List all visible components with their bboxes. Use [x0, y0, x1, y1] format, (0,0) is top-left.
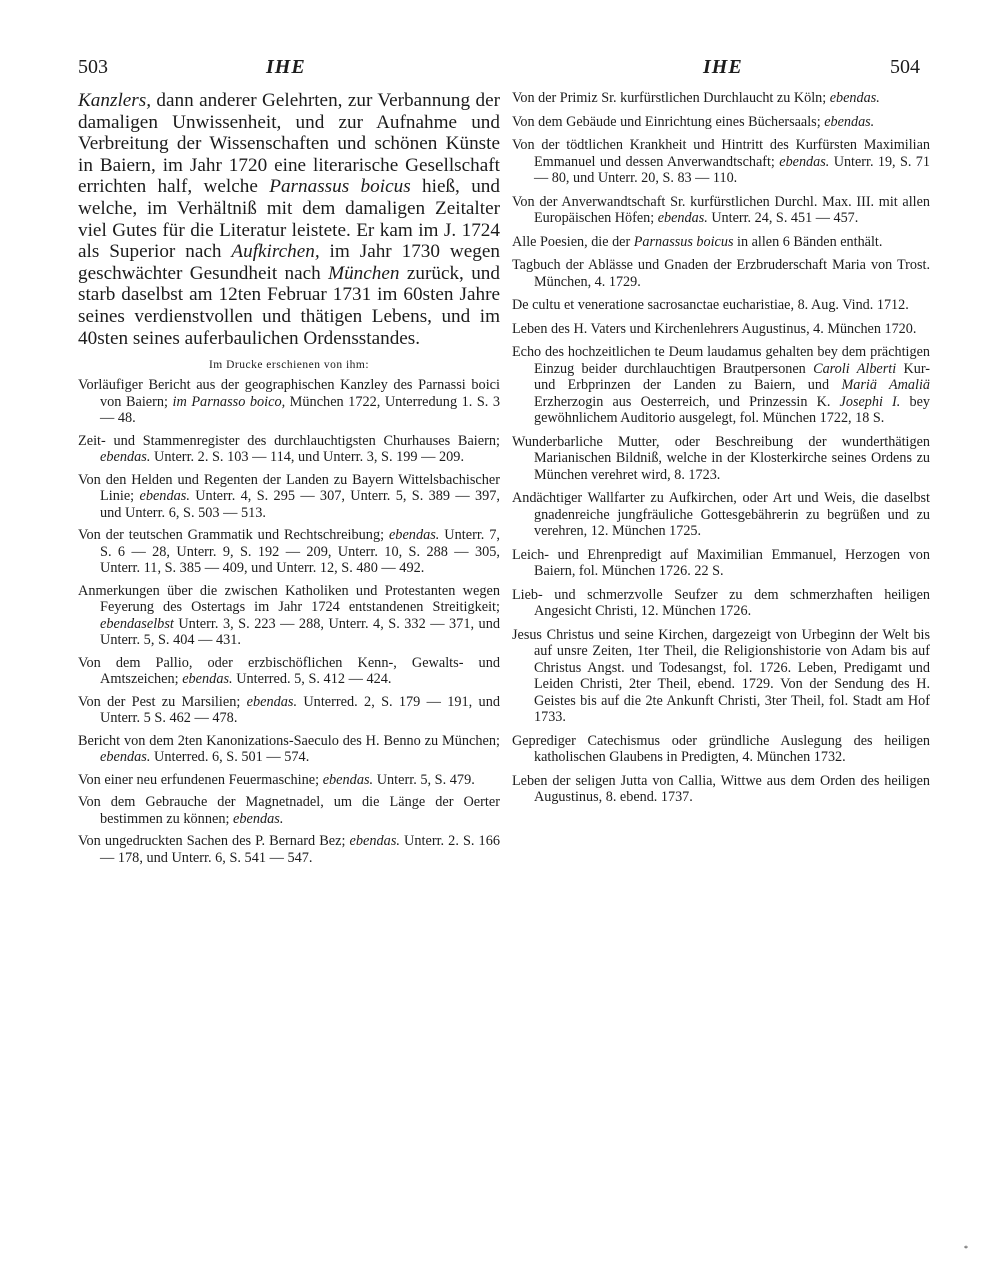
text-segment: Unterr. 3, S. 223 — 288, Unterr. 4, S. 332 — 371, und Unterr. 5, S. 404 — 431.	[100, 615, 500, 649]
running-head-left: IHE	[266, 56, 306, 78]
text-segment: ebendas.	[349, 833, 400, 850]
bibliography-entry	[512, 194, 930, 227]
text-segment: Unterr. 2. S. 166 — 178, und Unterr. 6, S. 541 — 547.	[100, 833, 500, 866]
bibliography-entry	[512, 587, 930, 620]
text-segment: De cultu et veneratione sacrosanctae eucharistiae, 8. Aug. Vind. 1712.	[512, 297, 909, 313]
text-segment: Echo des hochzeitlichen te Deum laudamus gehalten bey dem prächtigen Einzug beider durchlauchtigen Brautpersonen	[512, 344, 930, 377]
page-number-left: 503	[78, 56, 108, 78]
text-segment: Unterr. 19, S. 71 — 80, und Unterr. 20, S. 83 — 110.	[534, 153, 930, 186]
text-segment: Unterred. 5, S. 412 — 424.	[232, 671, 392, 688]
text-segment: Leich- und Ehrenpredigt auf Maximilian Emmanuel, Herzogen von Baiern, fol. München 1726. 22 S.	[512, 546, 930, 579]
text-segment: Unterred. 6, S. 501 — 574.	[150, 749, 310, 766]
text-segment: im Parnasso boico,	[172, 393, 286, 410]
text-segment: ebendas.	[824, 113, 875, 130]
right-column	[512, 90, 930, 813]
text-segment: Unterr. 5, S. 479.	[373, 771, 475, 788]
text-segment: Lieb- und schmerzvolle Seufzer zu dem schmerzhaften heiligen Angesicht Christi, 12. München 1726.	[512, 586, 930, 619]
text-segment: Parnassus boicus	[269, 176, 411, 198]
text-segment: Von den Helden und Regenten der Landen zu Bayern Wittelsbachischer Linie;	[78, 471, 500, 505]
text-segment: Kur- und Erbprinzen der Landen zu Baiern, und	[534, 360, 930, 393]
left-bibliography-list	[78, 377, 500, 866]
text-segment: Mariä Amaliä	[841, 377, 930, 393]
left-column	[78, 90, 500, 872]
text-segment: Von der Primiz Sr. kurfürstlichen Durchlaucht zu Köln;	[512, 90, 830, 106]
text-segment: ebendas.	[100, 449, 151, 466]
bibliography-entry	[78, 733, 500, 766]
text-segment: München 1722, Unterredung 1. S. 3 — 48.	[100, 393, 500, 427]
bibliography-entry	[512, 297, 930, 314]
text-segment: ebendas.	[233, 810, 284, 827]
text-segment: Unterred. 2, S. 179 — 191, und Unterr. 5 S. 462 — 478.	[100, 693, 500, 727]
bibliography-entry	[512, 547, 930, 580]
text-segment: Alle Poesien, die der	[512, 233, 634, 250]
bibliography-entry	[78, 583, 500, 649]
bibliography-entry	[512, 90, 930, 107]
text-segment: Jesus Christus und seine Kirchen, dargezeigt von Urbeginn der Welt bis auf unsre Zeiten, 1ter Theil, die Religionshistorie von Adam bis auf Christus Angst. und Todesangst, fol. 1726. Leben, Predigamt und Leiden Christi, 2ter Theil, ebend. 1729. Von der Sendung des H. Geistes bis auf die 2te Ankunft Christi, 3ter Theil, fol. Stadt am Hof 1733.	[512, 626, 930, 725]
text-segment: ebendas.	[100, 749, 151, 766]
text-segment: Unterr. 7, S. 6 — 28, Unterr. 9, S. 192 — 209, Unterr. 10, S. 288 — 305, Unterr. 11, S. 385 — 409, und Unterr. 12, S. 480 — 492.	[100, 527, 500, 577]
text-segment: Von dem Gebäude und Einrichtung eines Büchersaals;	[512, 113, 825, 130]
text-segment: ebendas.	[322, 771, 374, 788]
text-segment: hieß, und welche, im Verhältniß mit dem damaligen Zeitalter viel Gutes für die Literatur leistete. Er kam im J. 1724 als Superior nach	[78, 176, 500, 263]
page-number-right: 504	[890, 56, 920, 78]
text-segment: ebendas.	[182, 671, 233, 688]
text-segment: Unterr. 4, S. 295 — 307, Unterr. 5, S. 389 — 397, und Unterr. 6, S. 503 — 513.	[100, 488, 500, 521]
text-segment: Von der teutschen Grammatik und Rechtschreibung;	[78, 527, 389, 544]
text-segment: ebendaselbst	[100, 615, 174, 632]
text-segment: Vorläufiger Bericht aus der geographischen Kanzley des Parnassi boici von Baiern;	[78, 377, 500, 410]
bibliography-entry	[78, 472, 500, 522]
bibliography-entry	[512, 490, 930, 540]
bibliography-entry	[512, 627, 930, 726]
text-segment: zurück, und starb daselbst am 12ten Februar 1731 im 60sten Jahre seines verdienstvollen und thätigen Lebens, und im 40sten seines auferbaulichen Ordensstandes.	[78, 262, 500, 349]
text-segment: Von der Pest zu Marsilien;	[78, 693, 247, 710]
text-segment: Andächtiger Wallfarter zu Aufkirchen, oder Art und Weis, die daselbst gnadenreiche jungfräuliche Gottesgebährerin zu begrüßen und zu verehren, 12. München 1725.	[512, 490, 930, 539]
text-segment: ebendas.	[657, 210, 708, 226]
text-segment: Unterr. 24, S. 451 — 457.	[707, 210, 859, 226]
text-segment: dann anderer Gelehrten, zur Verbannung der damaligen Unwissenheit, und zur Aufnahme und Verbreitung der Wissenschaften und schönen Künste in Baiern, im Jahr 1720 eine literarische Gesellschaft errichten half, welche	[78, 90, 500, 198]
text-segment: Von dem Pallio, oder erzbischöflichen Kenn-, Gewalts- und Amtszeichen;	[78, 654, 500, 688]
text-segment: München	[328, 262, 400, 284]
bibliography-entry	[512, 733, 930, 766]
bibliography-entry	[78, 772, 500, 789]
text-segment: ebendas.	[829, 90, 880, 106]
text-segment: Tagbuch der Ablässe und Gnaden der Erzbruderschaft Maria von Trost. München, 4. 1729.	[512, 257, 930, 290]
bibliography-entry	[78, 833, 500, 866]
biography-paragraph	[78, 90, 500, 349]
bibliography-entry	[512, 257, 930, 290]
text-segment: Kanzlers,	[78, 90, 152, 111]
text-segment: Geprediger Catechismus oder gründliche Auslegung des heiligen katholischen Glaubens in Predigten, 4. München 1732.	[512, 732, 930, 765]
running-head-right: IHE	[703, 56, 743, 78]
text-segment: ebendas.	[246, 693, 298, 710]
bibliography-entry	[512, 773, 930, 806]
bibliography-entry	[512, 234, 930, 251]
bibliography-entry	[78, 433, 500, 466]
text-segment: Unterr. 2. S. 103 — 114, und Unterr. 3, S. 199 — 209.	[150, 449, 465, 466]
text-segment: bey gewöhnlichem Auditorio ausgelegt, fol. München 1722, 18 S.	[534, 393, 930, 426]
text-segment: in allen 6 Bänden enthält.	[733, 233, 883, 250]
text-segment: Bericht von dem 2ten Kanonizations-Saeculo des H. Benno zu München;	[78, 732, 500, 749]
text-segment: Leben des H. Vaters und Kirchenlehrers Augustinus, 4. München 1720.	[512, 320, 917, 337]
footer-mark: *	[964, 1244, 968, 1253]
bibliography-entry	[78, 794, 500, 827]
text-segment: Zeit- und Stammenregister des durchlauchtigsten Churhauses Baiern;	[78, 432, 500, 449]
text-segment: ebendas.	[139, 488, 190, 505]
text-segment: Parnassus boicus	[633, 233, 734, 250]
bibliography-entry	[512, 434, 930, 484]
text-segment: ebendas.	[779, 153, 830, 170]
text-segment: Erzherzogin aus Oesterreich, und Prinzessin K.	[534, 393, 840, 410]
text-segment: Leben der seligen Jutta von Callia, Wittwe aus dem Orden des heiligen Augustinus, 8. ebend. 1737.	[512, 772, 930, 805]
text-segment: Von der tödtlichen Krankheit und Hintritt des Kurfürsten Maximilian Emmanuel und dessen Anverwandtschaft;	[512, 137, 930, 170]
bibliography-entry	[512, 114, 930, 131]
bibliography-entry	[78, 527, 500, 577]
bibliography-entry	[512, 344, 930, 427]
text-segment: Von der Anverwandtschaft Sr. kurfürstlichen Durchl. Max. III. mit allen Europäischen Höfen;	[512, 193, 930, 226]
text-segment: Von dem Gebrauche der Magnetnadel, um die Länge der Oerter bestimmen zu können;	[78, 794, 500, 827]
bibliography-entry	[512, 321, 930, 338]
text-segment: Von einer neu erfundenen Feuermaschine;	[78, 771, 323, 788]
text-segment: ebendas.	[388, 527, 440, 544]
text-segment: im Jahr 1730 wegen geschwächter Gesundheit nach	[78, 241, 500, 284]
bibliography-entry	[78, 655, 500, 688]
text-segment: Aufkirchen,	[231, 241, 320, 263]
bibliography-entry	[78, 694, 500, 727]
right-bibliography-list	[512, 90, 930, 806]
text-segment: Von ungedruckten Sachen des P. Bernard Bez;	[78, 833, 350, 850]
text-segment: Josephi I.	[839, 393, 901, 410]
bibliography-entry	[512, 137, 930, 187]
text-segment: Anmerkungen über die zwischen Katholiken und Protestanten wegen Feyerung des Ostertags im Jahr 1724 entstandenen Streitigkeit;	[78, 582, 500, 616]
bibliography-entry	[78, 377, 500, 427]
text-segment: Caroli Alberti	[813, 360, 897, 377]
text-segment: Wunderbarliche Mutter, oder Beschreibung der wunderthätigen Marianischen Bildniß, welche in der Klosterkirche seines Ordens zu München verehret wird, 8. 1723.	[512, 433, 930, 483]
works-subheading: Im Drucke erschienen von ihm:	[208, 359, 370, 372]
